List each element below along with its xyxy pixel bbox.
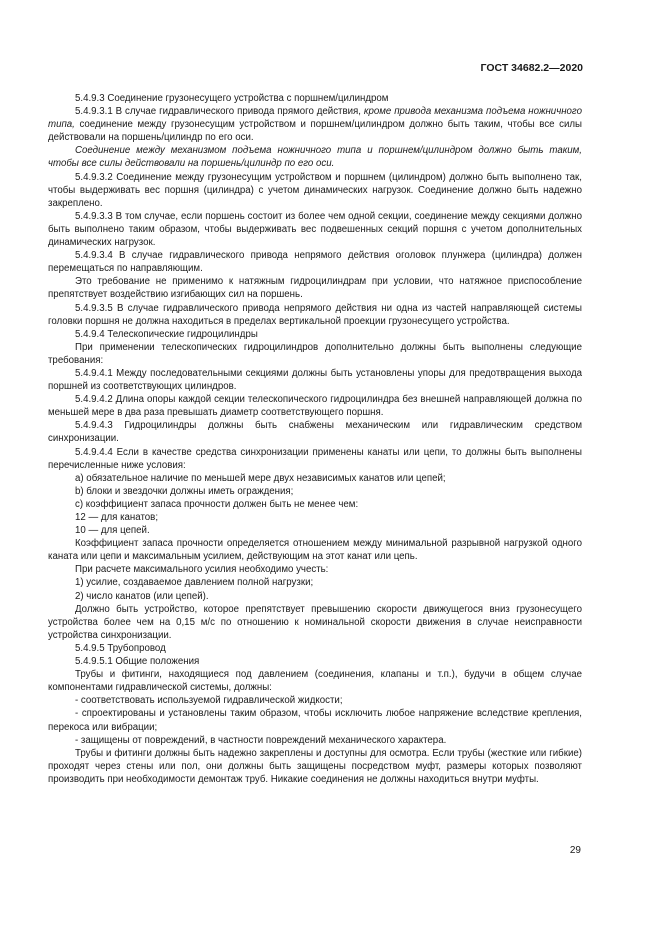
list-item: 10 — для цепей. (75, 525, 150, 537)
paragraph: 5.4.9.4.1 Между последовательными секциями должны быть установлены упоры для предотвращения выхода поршней из соответствующих цилиндров. (48, 367, 582, 393)
paragraph: Это требование не применимо к натяжным гидроцилиндрам при условии, что натяжное приспособление препятствует воздействию изгибающих сил на поршень. (48, 276, 582, 301)
paragraph: При применении телескопических гидроцилиндров дополнительно должны быть выполнены следующие требования: (48, 341, 582, 366)
list-item: 1) усилие, создаваемое давлением полной нагрузки; (75, 577, 314, 589)
section-heading: 5.4.9.5.1 Общие положения (75, 656, 200, 668)
paragraph: 5.4.9.3.4 В случае гидравлического привода непрямого действия оголовок плунжера (цилиндра) должен перемещаться по направляющим. (48, 250, 582, 275)
paragraph: Трубы и фитинги должны быть надежно закреплены и доступны для осмотра. Если трубы (жесткие или гибкие) проходят через стены или пол, они должны быть защищены посредством муфт, размеры которых позволяют производить при необходимости демонтаж труб. Никакие соединения не должны находиться внутри муфты. (48, 747, 582, 785)
document-header: ГОСТ 34682.2—2020 (480, 62, 583, 74)
paragraph: Должно быть устройство, которое препятствует превышению скорости движущегося вниз грузонесущего устройства более чем на 0,15 м/с по отношению к номинальной скорости движения в случае неисправности устройства синхронизации. (48, 603, 582, 641)
paragraph: 5.4.9.4.2 Длина опоры каждой секции телескопического гидроцилиндра без внешней направляющей должна по меньшей мере в два раза превышать диаметр соответствующего поршня. (48, 394, 582, 419)
list-item: a) обязательное наличие по меньшей мере двух независимых канатов или цепей; (75, 472, 446, 484)
list-item: 2) число канатов (или цепей). (75, 590, 209, 602)
paragraph: 5.4.9.3 Соединение грузонесущего устройства с поршнем/цилиндром (75, 93, 389, 104)
list-item: - спроектированы и установлены таким образом, чтобы исключить любое напряжение вследствие крепления, перекоса или вибрации; (48, 708, 582, 733)
list-item: c) коэффициент запаса прочности должен быть не менее чем: (75, 498, 359, 510)
paragraph: 5.4.9.3.5 В случае гидравлического привода непрямого действия ни одна из частей направляющей системы головки поршня не должна находиться в пределах вертикальной проекции грузонесущего устройства. (48, 302, 582, 327)
paragraph: 5.4.9.3.1 В случае гидравлического привода прямого действия, кроме привода механизма подъема ножничного типа, соединение между грузонесущим устройством и поршнем/цилиндром должно быть таким, чтобы все силы действовали на поршень/цилиндр по его оси. (48, 106, 582, 144)
section-heading: 5.4.9.5 Трубопровод (75, 642, 166, 654)
paragraph: Коэффициент запаса прочности определяется отношением между минимальной разрывной нагрузкой одного каната или цепи и максимальным усилием, действующим на этот канат или цепь. (48, 538, 582, 563)
document-body (48, 92, 582, 786)
paragraph: Соединение между механизмом подъема ножничного типа и поршнем/цилиндром должно быть таким, чтобы все силы действовали на поршень/цилиндр по его оси. (48, 145, 582, 170)
paragraph: 5.4.9.4.3 Гидроцилиндры должны быть снабжены механическим или гидравлическим средством синхронизации. (48, 420, 582, 445)
section-heading: 5.4.9.4 Телескопические гидроцилиндры (75, 328, 258, 340)
list-item: - защищены от повреждений, в частности повреждений механического характера. (75, 734, 447, 746)
paragraph: 5.4.9.3.3 В том случае, если поршень состоит из более чем одной секции, соединение между секциями должно быть выполнено таким образом, чтобы выдерживать вес подвешенных секций поршня с учетом дополнительных динамических нагрузок. (48, 210, 582, 249)
paragraph: 5.4.9.4.4 Если в качестве средства синхронизации применены канаты или цепи, то должны быть выполнены перечисленные ниже условия: (48, 446, 582, 471)
paragraph: Трубы и фитинги, находящиеся под давлением (соединения, клапаны и т.п.), будучи в общем случае компонентами гидравлической системы, должны: (48, 669, 582, 694)
list-item: 12 — для канатов; (75, 512, 159, 523)
paragraph: При расчете максимального усилия необходимо учесть: (75, 564, 329, 576)
paragraph: 5.4.9.3.2 Соединение между грузонесущим устройством и поршнем (цилиндром) должно быть выполнено так, чтобы выдерживать вес поршня (цилиндра) с учетом динамических нагрузок. Соединение должно быть надежно закреплено. (48, 171, 582, 209)
page-number: 29 (569, 845, 581, 856)
list-item: b) блоки и звездочки должны иметь ограждения; (75, 485, 294, 497)
list-item: - соответствовать используемой гидравлической жидкости; (75, 695, 343, 707)
